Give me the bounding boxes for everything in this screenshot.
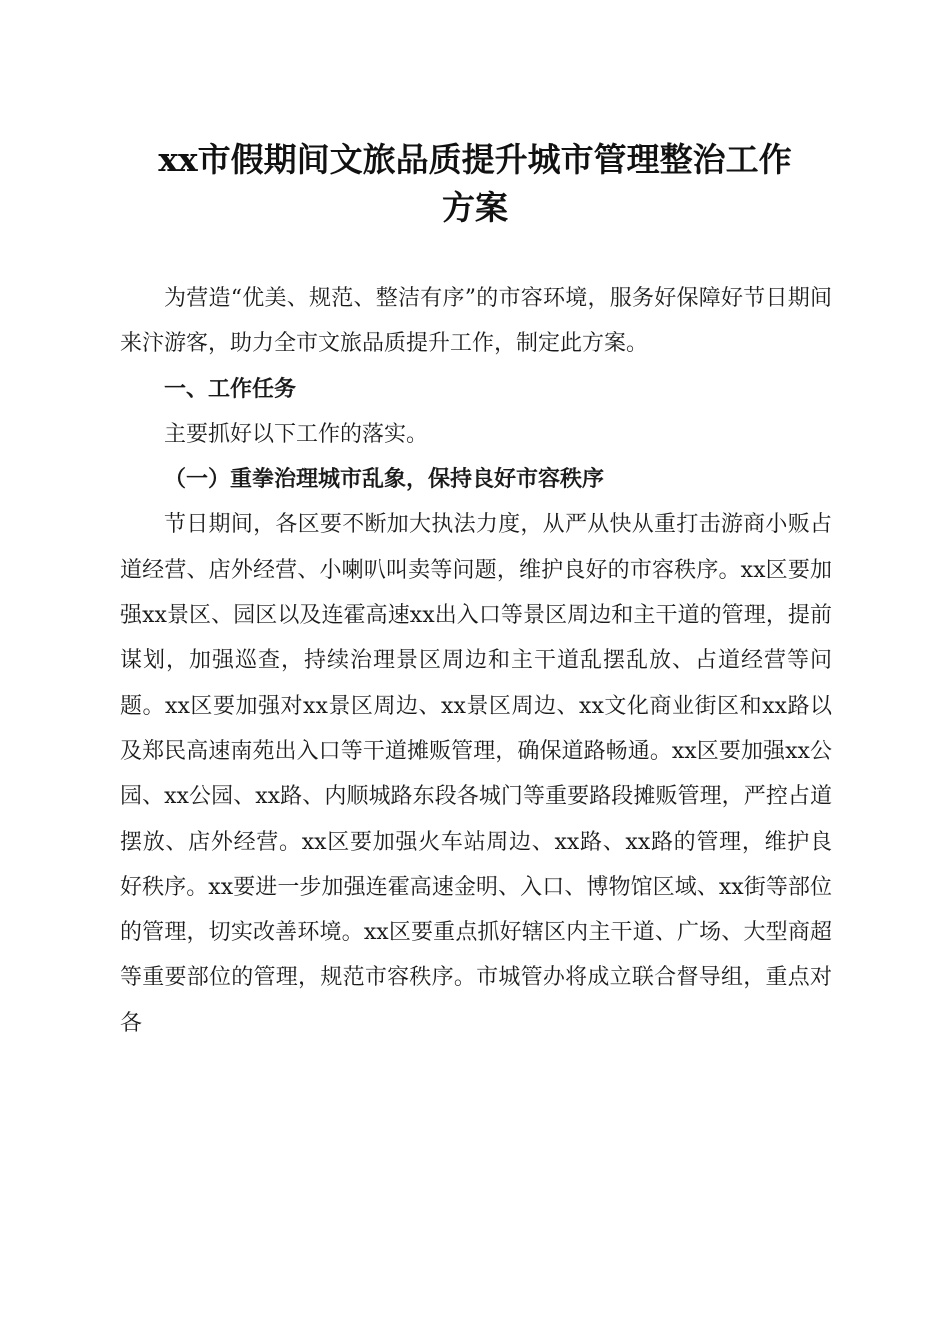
document-title xyxy=(100,136,850,232)
title-line-2: 方案 xyxy=(442,188,508,227)
subsection-body-paragraph: 节日期间，各区要不断加大执法力度，从严从快从重打击游商小贩占道经营、店外经营、小喇叭叫卖等问题，维护良好的市容秩序。xx区要加强xx景区、园区以及连霍高速xx出入口等景区周边和主干道的管理，提前谋划，加强巡查，持续治理景区周边和主干道乱摆乱放、占道经营等问题。xx区要加强对xx景区周边、xx景区周边、xx文化商业街区和xx路以及郑民高速南苑出入口等干道摊贩管理，确保道路畅通。xx区要加强xx公园、xx公园、xx路、内顺城路东段各城门等重要路段摊贩管理，严控占道摆放、店外经营。xx区要加强火车站周边、xx路、xx路的管理，维护良好秩序。xx要进一步加强连霍高速金明、入口、博物馆区域、xx街等部位的管理，切实改善环境。xx区要重点抓好辖区内主干道、广场、大型商超等重要部位的管理，规范市容秩序。市城管办将成立联合督导组，重点对各 xyxy=(120,512,832,1036)
subsection-heading-city-order: （一）重拳治理城市乱象，保持良好市容秩序 xyxy=(164,466,605,493)
section-lead-paragraph: 主要抓好以下工作的落实。 xyxy=(164,421,429,447)
section-heading-work-tasks: 一、工作任务 xyxy=(164,376,297,402)
document-body xyxy=(120,276,832,1046)
title-line-1: xx市假期间文旅品质提升城市管理整治工作 xyxy=(158,140,792,179)
intro-paragraph: 为营造“优美、规范、整洁有序”的市容环境，服务好保障好节日期间来汴游客，助力全市文旅品质提升工作，制定此方案。 xyxy=(120,286,832,357)
